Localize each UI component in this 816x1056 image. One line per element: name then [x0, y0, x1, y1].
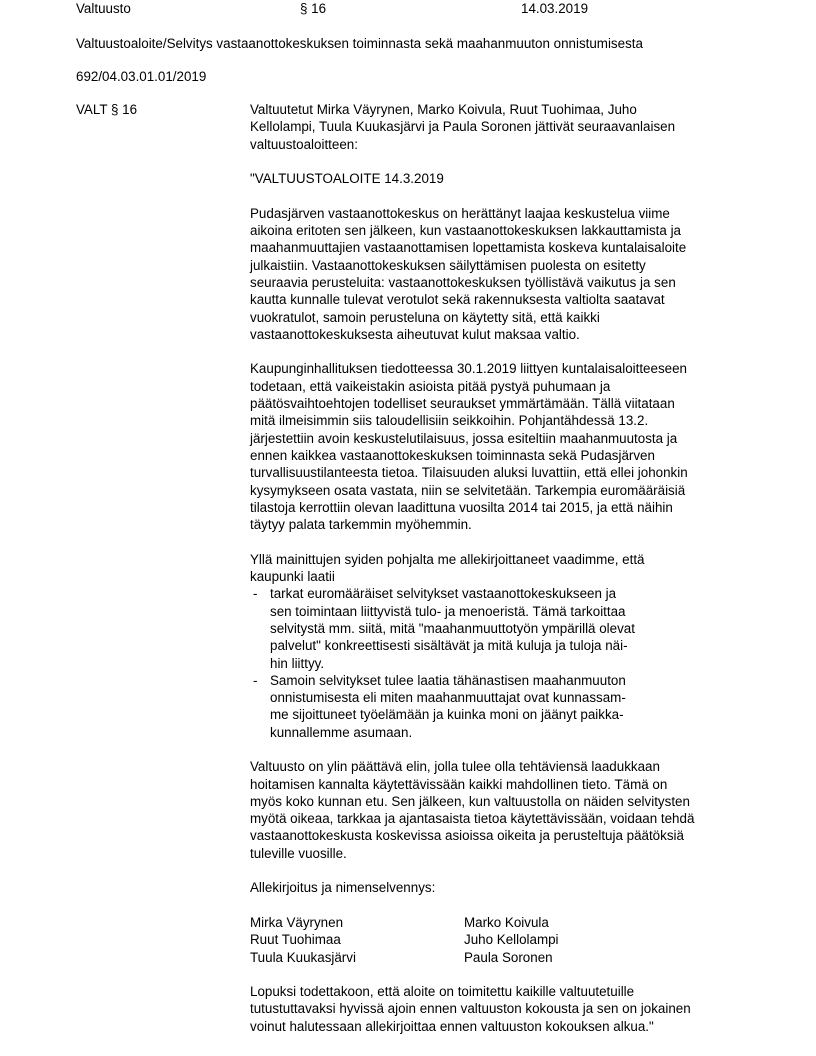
- text-line: me sijoittuneet työelämään ja kuinka moni on jäänyt paikka-: [270, 707, 624, 723]
- text-line: vastaanottokeskuksesta aiheutuvat kulut maksaa valtio.: [250, 326, 580, 342]
- text-line: kautta kunnalle tulevat verotulot sekä rakennuksesta valtiolta saatavat: [250, 292, 665, 308]
- text-line: palvelut" konkreettisesti sisältävät ja mitä kuluja ja tuloja näi-: [270, 638, 628, 654]
- text-line: myös koko kunnan etu. Sen jälkeen, kun valtuustolla on näiden selvitysten: [250, 793, 690, 809]
- list-item: [250, 585, 750, 671]
- text-line: valtuustoaloitteen:: [250, 136, 358, 152]
- text-line: tuleville vuosille.: [250, 845, 347, 861]
- text-line: onnistumisesta eli miten maahanmuuttajat ovat kunnassam-: [270, 690, 626, 706]
- text-line: päätösvaihtoehtojen todelliset seuraukset ymmärtämään. Tällä viitataan: [250, 396, 675, 412]
- text-line: Kaupunginhallituksen tiedotteessa 30.1.2019 liittyen kuntalaisaloitteeseen: [250, 361, 687, 377]
- minutes-body: [250, 101, 750, 1052]
- paragraph-1: [250, 205, 750, 343]
- text-line: järjestettiin avoin keskustelutilaisuus, jossa esiteltiin maahanmuutosta ja: [250, 430, 678, 446]
- text-line: Samoin selvitykset tulee laatia tähänastisen maahanmuuton: [270, 672, 626, 688]
- text-line: ennen kaikkea vastaanottokeskuksen toiminnasta sekä Pudasjärven: [250, 447, 655, 463]
- text-line: selvitystä mm. siitä, mitä "maahanmuuttotyön ympärillä olevat: [270, 620, 635, 636]
- text-line: vastaanottokeskusta koskevissa asioissa oikeita ja perusteltuja päätöksiä: [250, 828, 684, 844]
- paragraph-3: [250, 551, 750, 586]
- bullet-dash: -: [253, 672, 258, 688]
- text-line: hoitamisen kannalta käytettävissään kaikki mahdollinen tieto. Tämä on: [250, 776, 668, 792]
- text-line: voinut halutessaan allekirjoittaa ennen valtuuston kokouksen alkua.": [250, 1018, 654, 1034]
- text-line: Pudasjärven vastaanottokeskus on herättänyt laajaa keskustelua viime: [250, 205, 670, 221]
- signature-name: Marko Koivula: [464, 914, 549, 930]
- text-line: kysymykseen osata vastata, niin se selvitetään. Tarkempia euromääräisiä: [250, 482, 686, 498]
- diary-number: 692/04.03.01.01/2019: [76, 69, 207, 84]
- header-body: Valtuusto: [76, 1, 131, 16]
- demands-list: [250, 585, 750, 741]
- text-line: sen toimintaan liittyvistä tulo- ja menoeristä. Tämä tarkoittaa: [270, 603, 626, 619]
- text-line: täytyy palata tarkemmin myöhemmin.: [250, 517, 472, 533]
- signature-block: [250, 914, 750, 966]
- signature-name: Ruut Tuohimaa: [250, 932, 341, 948]
- signature-name: Mirka Väyrynen: [250, 914, 344, 930]
- text-line: turvallisuustilanteesta tietoa. Tilaisuuden aluksi luvattiin, että ellei johonkin: [250, 465, 688, 481]
- text-line: Lopuksi todettakoon, että aloite on toimitettu kaikille valtuutetuille: [250, 984, 635, 1000]
- text-line: Valtuusto on ylin päättävä elin, jolla tulee olla tehtäviensä laadukkaan: [250, 759, 660, 775]
- signature-heading-text: Allekirjoitus ja nimenselvennys:: [250, 880, 436, 896]
- paragraph-2: [250, 360, 750, 533]
- text-line: Yllä mainittujen syiden pohjalta me allekirjoittaneet vaadimme, että: [250, 551, 645, 567]
- paragraph-4: [250, 758, 750, 862]
- signature-name: Juho Kellolampi: [464, 932, 559, 948]
- header-date: 14.03.2019: [521, 1, 589, 16]
- text-line: kaupunki laatii: [250, 569, 335, 585]
- intro-paragraph: [250, 101, 750, 153]
- text-line: todetaan, että vaikeistakin asioista pitää pystyä puhumaan ja: [250, 378, 611, 394]
- text-line: seuraavia perusteluita: vastaanottokeskuksen työllistävä vaikutus ja sen: [250, 274, 676, 290]
- text-line: Kellolampi, Tuula Kuukasjärvi ja Paula Soronen jättivät seuraavanlaisen: [250, 119, 676, 135]
- text-line: tarkat euromääräiset selvitykset vastaanottokeskukseen ja: [270, 586, 617, 602]
- text-line: julkaistiin. Vastaanottokeskuksen säilyttämisen puolesta on esitetty: [250, 257, 646, 273]
- subject-line: Valtuustoaloite/Selvitys vastaanottokeskuksen toiminnasta sekä maahanmuuton onnistumisesta: [76, 36, 643, 51]
- text-line: tutustuttavaksi hyvissä ajoin ennen valtuuston kokousta ja sen on jokainen: [250, 1001, 691, 1017]
- motion-title-text: "VALTUUSTOALOITE 14.3.2019: [250, 171, 444, 187]
- text-line: myötä oikeaa, tarkkaa ja ajantasaista tietoa käytettävissään, voidaan tehdä: [250, 811, 695, 827]
- text-line: vuokratulot, samoin perusteluna on käytetty sitä, että kaikki: [250, 309, 600, 325]
- text-line: hin liittyy.: [270, 655, 325, 671]
- text-line: mitä ilmeisimmin siis taloudellisiin seikkoihin. Pohjantähdessä 13.2.: [250, 413, 649, 429]
- header-section: § 16: [300, 1, 327, 16]
- bullet-dash: -: [253, 586, 258, 602]
- closing-paragraph: [250, 983, 750, 1035]
- motion-title: [250, 170, 750, 187]
- text-line: tilastoja kerrottiin olevan laadittuna vuosilta 2014 tai 2015, ja että näihin: [250, 499, 673, 515]
- text-line: aikoina eritoten sen jälkeen, kun vastaanottokeskuksen lakkauttamista ja: [250, 223, 681, 239]
- text-line: Valtuutetut Mirka Väyrynen, Marko Koivula, Ruut Tuohimaa, Juho: [250, 102, 637, 117]
- section-label: VALT § 16: [76, 102, 138, 117]
- signature-heading: [250, 879, 750, 896]
- text-line: kunnallemme asumaan.: [270, 724, 413, 740]
- list-item: [250, 672, 750, 741]
- signature-name: Tuula Kuukasjärvi: [250, 949, 356, 965]
- text-line: maahanmuuttajien vastaanottamisen lopettamista koskeva kuntalaisaloite: [250, 240, 687, 256]
- signature-name: Paula Soronen: [464, 949, 553, 965]
